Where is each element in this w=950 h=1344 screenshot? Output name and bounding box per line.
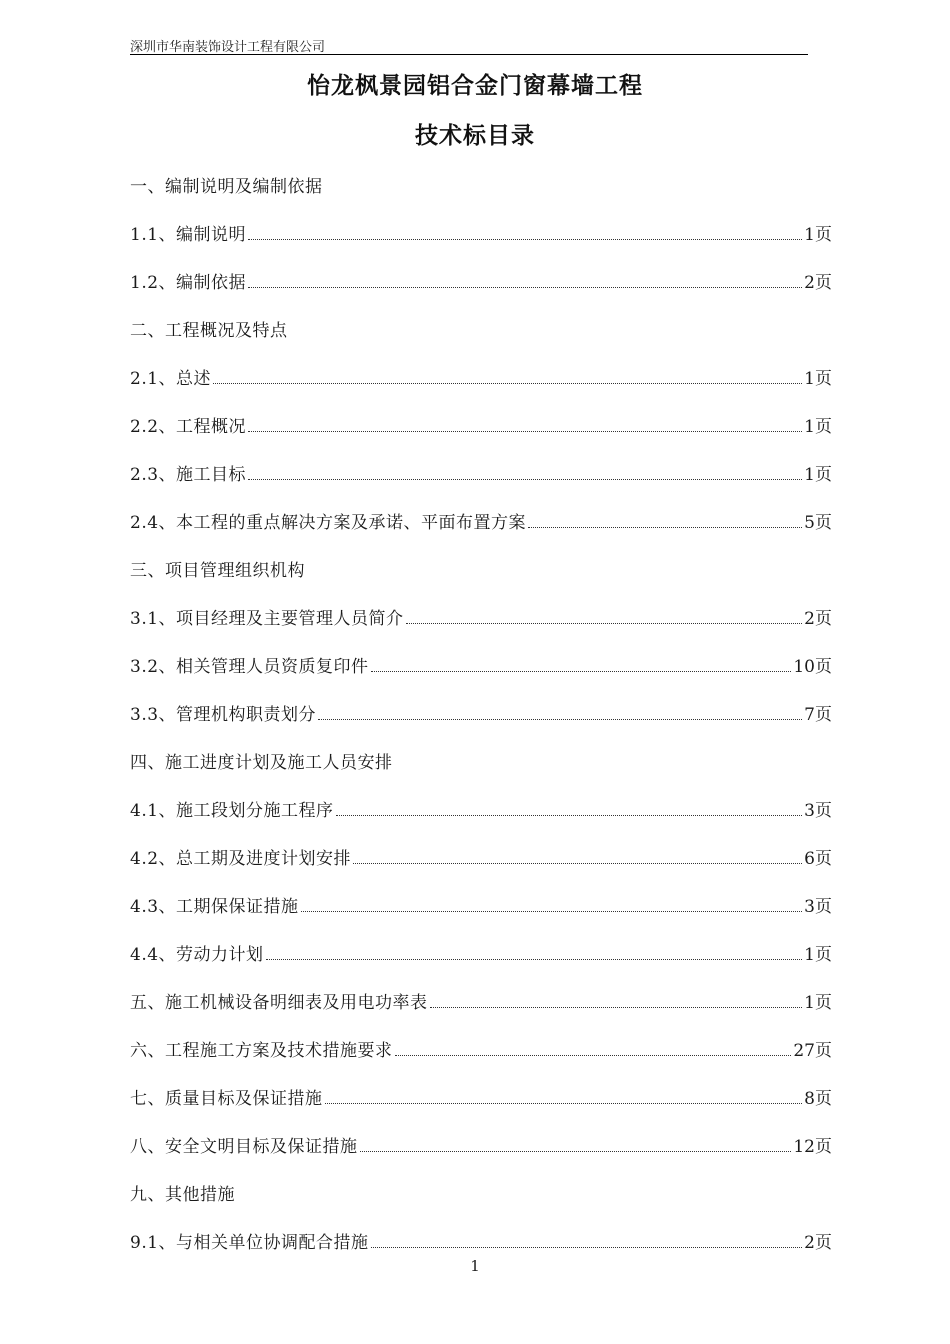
dot-leader [353, 863, 802, 864]
dot-leader [395, 1055, 792, 1056]
toc-entry-label: 2.2、工程概况 [130, 416, 247, 437]
toc-entry [130, 448, 832, 496]
toc-entry-page: 3页 [804, 896, 832, 917]
company-name: 深圳市华南装饰设计工程有限公司 [130, 40, 326, 55]
toc-entry-page: 8页 [804, 1088, 832, 1109]
toc-entry [130, 1120, 832, 1168]
toc-entry [130, 1072, 832, 1120]
toc-entry-label: 六、工程施工方案及技术措施要求 [130, 1040, 393, 1061]
toc-entry-page: 1页 [804, 464, 832, 485]
toc-entry-page: 7页 [804, 704, 832, 725]
toc-entry [130, 256, 832, 304]
toc-entry [130, 880, 832, 928]
toc-entry [130, 208, 832, 256]
dot-leader [266, 959, 803, 960]
toc-entry-label: 五、施工机械设备明细表及用电功率表 [130, 992, 428, 1013]
dot-leader [248, 239, 802, 240]
toc-entry [130, 976, 832, 1024]
toc-entry-label: 1.2、编制依据 [130, 272, 247, 293]
toc-section-heading [130, 736, 832, 784]
toc-heading: 技术标目录 [415, 123, 535, 149]
toc-entry-page: 6页 [804, 848, 832, 869]
toc-entry-page: 2页 [804, 608, 832, 629]
toc-entry-page: 12页 [793, 1136, 832, 1157]
toc-entry [130, 592, 832, 640]
toc-entry-label: 4.1、施工段划分施工程序 [130, 800, 334, 821]
toc-section-heading [130, 1168, 832, 1216]
dot-leader [360, 1151, 792, 1152]
dot-leader [430, 1007, 803, 1008]
dot-leader [248, 479, 802, 480]
page-number: 1 [470, 1257, 480, 1275]
toc-entry-page: 27页 [793, 1040, 832, 1061]
dot-leader [318, 719, 802, 720]
toc-entry-page: 1页 [804, 992, 832, 1013]
toc-section-heading [130, 304, 832, 352]
toc-entry [130, 400, 832, 448]
toc-entry-label: 二、工程概况及特点 [130, 320, 288, 341]
toc-entry-label: 3.1、项目经理及主要管理人员简介 [130, 608, 404, 629]
toc-entry-page: 5页 [804, 512, 832, 533]
toc-entry [130, 640, 832, 688]
table-of-contents [130, 160, 832, 1264]
toc-entry-label: 1.1、编制说明 [130, 224, 247, 245]
dot-leader [371, 671, 792, 672]
dot-leader [248, 431, 802, 432]
toc-entry-label: 三、项目管理组织机构 [130, 560, 305, 581]
toc-entry-page: 1页 [804, 368, 832, 389]
toc-entry [130, 352, 832, 400]
toc-section-heading [130, 544, 832, 592]
toc-entry-label: 9.1、与相关单位协调配合措施 [130, 1232, 369, 1253]
toc-entry-page: 2页 [804, 1232, 832, 1253]
toc-entry-label: 2.4、本工程的重点解决方案及承诺、平面布置方案 [130, 512, 527, 533]
toc-entry-label: 一、编制说明及编制依据 [130, 176, 323, 197]
toc-entry [130, 784, 832, 832]
toc-entry [130, 496, 832, 544]
dot-leader [406, 623, 803, 624]
page-header [130, 36, 808, 55]
toc-entry-page: 1页 [804, 416, 832, 437]
document-title: 怡龙枫景园铝合金门窗幕墙工程 [307, 73, 643, 99]
toc-entry-label: 八、安全文明目标及保证措施 [130, 1136, 358, 1157]
toc-entry-page: 2页 [804, 272, 832, 293]
toc-entry-label: 3.3、管理机构职责划分 [130, 704, 317, 725]
dot-leader [301, 911, 803, 912]
toc-section-heading [130, 160, 832, 208]
toc-entry [130, 928, 832, 976]
dot-leader [371, 1247, 803, 1248]
dot-leader [528, 527, 802, 528]
toc-entry [130, 688, 832, 736]
toc-entry-label: 七、质量目标及保证措施 [130, 1088, 323, 1109]
toc-entry [130, 832, 832, 880]
toc-entry-page: 1页 [804, 224, 832, 245]
dot-leader [325, 1103, 803, 1104]
toc-entry-page: 3页 [804, 800, 832, 821]
toc-entry-label: 九、其他措施 [130, 1184, 235, 1205]
toc-entry-label: 四、施工进度计划及施工人员安排 [130, 752, 393, 773]
toc-entry-label: 4.3、工期保保证措施 [130, 896, 299, 917]
toc-entry [130, 1024, 832, 1072]
toc-entry-label: 2.1、总述 [130, 368, 212, 389]
dot-leader [248, 287, 802, 288]
dot-leader [336, 815, 803, 816]
toc-entry-page: 1页 [804, 944, 832, 965]
toc-entry-label: 2.3、施工目标 [130, 464, 247, 485]
toc-entry-label: 3.2、相关管理人员资质复印件 [130, 656, 369, 677]
dot-leader [213, 383, 802, 384]
toc-entry-page: 10页 [793, 656, 832, 677]
toc-entry-label: 4.4、劳动力计划 [130, 944, 264, 965]
toc-entry-label: 4.2、总工期及进度计划安排 [130, 848, 352, 869]
